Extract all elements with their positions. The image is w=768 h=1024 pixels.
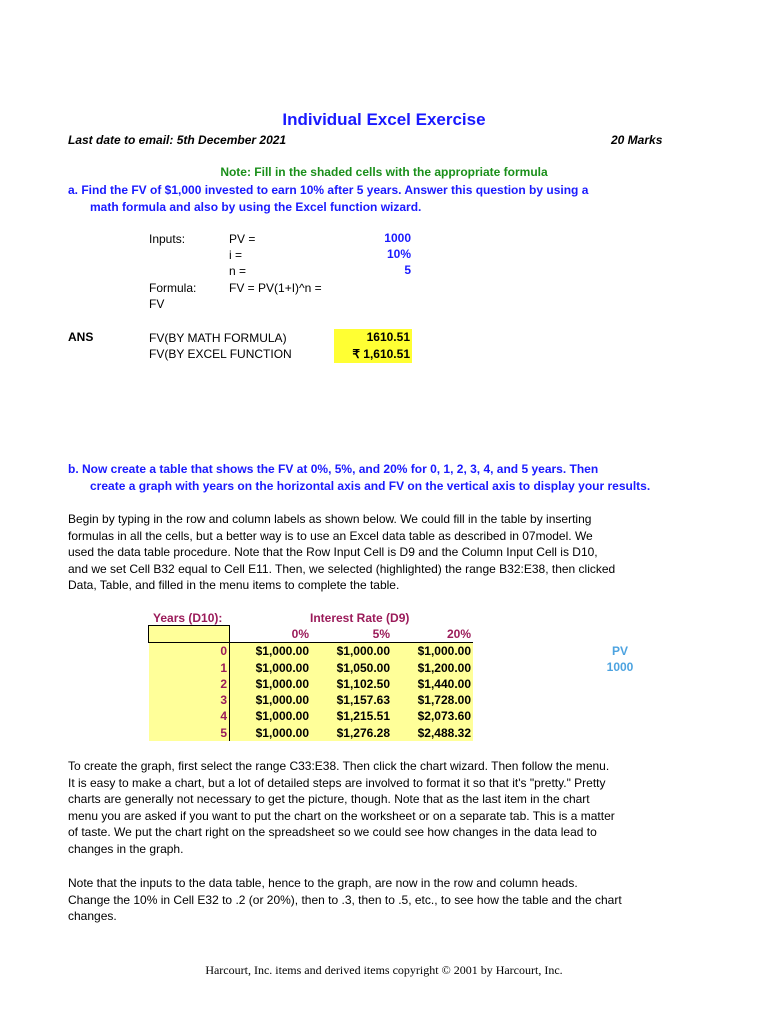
fv-cell[interactable]: $1,000.00 (230, 692, 312, 708)
para1-line: formulas in all the cells, but a better way is to use an Excel data table as described in 07model. We (68, 528, 593, 543)
question-a-line1: a. Find the FV of $1,000 invested to earn 10% after 5 years. Answer this question by using a (68, 183, 589, 197)
pv-label: PV = (229, 232, 256, 246)
fv-cell[interactable]: $1,050.00 (311, 660, 392, 676)
column-header: 5% (311, 626, 392, 643)
fv-cell[interactable]: $1,000.00 (230, 643, 312, 660)
para2-line: changes in the graph. (68, 841, 184, 856)
fv-cell[interactable]: $1,000.00 (392, 643, 473, 660)
math-formula-result[interactable] (334, 329, 412, 346)
fv-cell[interactable]: $2,488.32 (392, 725, 473, 741)
para2-line: menu you are asked if you want to put the chart on the worksheet or on a separate tab. This is a matter (68, 808, 615, 823)
inputs-label: Inputs: (149, 232, 186, 246)
fv-cell[interactable]: $1,157.63 (311, 692, 392, 708)
fv-cell[interactable]: $1,102.50 (311, 676, 392, 692)
question-b-line2: create a graph with years on the horizontal axis and FV on the vertical axis to display your results. (90, 479, 651, 493)
fv-data-table (148, 625, 473, 741)
marks: 20 Marks (611, 133, 663, 147)
fv-cell[interactable]: $1,000.00 (230, 708, 312, 724)
page-title: Individual Excel Exercise (282, 110, 486, 129)
para1-line: used the data table procedure. Note that the Row Input Cell is D9 and the Column Input Cell is D10, (68, 545, 598, 559)
fv-cell[interactable]: $1,000.00 (230, 660, 312, 676)
para2-line: charts are generally not necessary to get the picture, though. Note that as the last item in the chart (68, 792, 590, 806)
para3-line: changes. (68, 909, 117, 923)
fv-cell[interactable]: $1,000.00 (311, 643, 392, 660)
last-date: Last date to email: 5th December 2021 (68, 133, 287, 147)
pv-side-label: PV (611, 644, 628, 658)
data-table-corner-cell[interactable] (149, 626, 230, 643)
math-formula-value: 1610.51 (366, 330, 410, 344)
paragraph-inputs-note (68, 875, 622, 925)
years-label: Years (D10): (153, 611, 223, 625)
para1-line: Data, Table, and filled in the menu items to complete the table. (68, 578, 400, 592)
excel-function-value: ₹ 1,610.51 (352, 347, 410, 361)
year-cell[interactable]: 4 (149, 708, 230, 724)
paragraph-chart-instructions (68, 758, 615, 857)
pv-value: 1000 (384, 231, 411, 245)
table-row (149, 660, 474, 676)
fv-cell[interactable]: $1,440.00 (392, 676, 473, 692)
copyright-footer: Harcourt, Inc. items and derived items copyright © 2001 by Harcourt, Inc. (205, 963, 563, 977)
para2-line: To create the graph, first select the range C33:E38. Then click the chart wizard. Then follow the menu. (68, 759, 610, 773)
table-row (149, 692, 474, 708)
para3-line: Change the 10% in Cell E32 to .2 (or 20%), then to .3, then to .5, etc., to see how the table and the chart (68, 892, 622, 907)
table-row (149, 643, 474, 660)
fv-cell[interactable]: $1,728.00 (392, 692, 473, 708)
shaded-cells-note: Note: Fill in the shaded cells with the appropriate formula (220, 165, 548, 179)
para3-line: Note that the inputs to the data table, hence to the graph, are now in the row and column heads. (68, 876, 578, 890)
table-row (149, 708, 474, 724)
n-value: 5 (404, 263, 411, 277)
para1-line: Begin by typing in the row and column labels as shown below. We could fill in the table by inserting (68, 512, 592, 526)
math-formula-label: FV(BY MATH FORMULA) (149, 331, 287, 345)
table-row (149, 725, 474, 741)
column-header: 0% (230, 626, 312, 643)
fv-cell[interactable]: $1,000.00 (230, 725, 312, 741)
fv-cell[interactable]: $1,276.28 (311, 725, 392, 741)
para1-line: and we set Cell B32 equal to Cell E11. Then, we selected (highlighted) the range B32:E38, then clicked (68, 561, 616, 576)
fv-label: FV (149, 297, 165, 311)
pv-side-value[interactable]: 1000 (606, 660, 634, 674)
para2-line: It is easy to make a chart, but a lot of detailed steps are involved to format it so that it's "pretty." Pretty (68, 775, 606, 790)
excel-function-label: FV(BY EXCEL FUNCTION (149, 347, 292, 361)
fv-cell[interactable]: $1,200.00 (392, 660, 473, 676)
formula: FV = PV(1+I)^n = (229, 281, 322, 295)
i-value: 10% (386, 247, 411, 261)
n-label: n = (229, 264, 247, 278)
year-cell[interactable]: 0 (149, 643, 230, 660)
column-header: 20% (392, 626, 473, 643)
year-cell[interactable]: 1 (149, 660, 230, 676)
question-b-line1: b. Now create a table that shows the FV at 0%, 5%, and 20% for 0, 1, 2, 3, 4, and 5 years. Then (68, 462, 599, 476)
fv-cell[interactable]: $1,000.00 (230, 676, 312, 692)
year-cell[interactable]: 2 (149, 676, 230, 692)
excel-function-result[interactable] (334, 346, 412, 363)
i-label: i = (229, 248, 243, 262)
interest-rate-label: Interest Rate (D9) (310, 611, 410, 625)
year-cell[interactable]: 5 (149, 725, 230, 741)
table-header-row (149, 626, 474, 643)
fv-cell[interactable]: $2,073.60 (392, 708, 473, 724)
year-cell[interactable]: 3 (149, 692, 230, 708)
para2-line: of taste. We put the chart right on the spreadsheet so we could see how changes in the data lead to (68, 825, 597, 839)
paragraph-data-table-instructions (68, 511, 615, 594)
question-a-line2: math formula and also by using the Excel function wizard. (90, 200, 422, 214)
fv-cell[interactable]: $1,215.51 (311, 708, 392, 724)
table-row (149, 676, 474, 692)
formula-label: Formula: (149, 281, 197, 295)
ans-label: ANS (68, 330, 94, 344)
